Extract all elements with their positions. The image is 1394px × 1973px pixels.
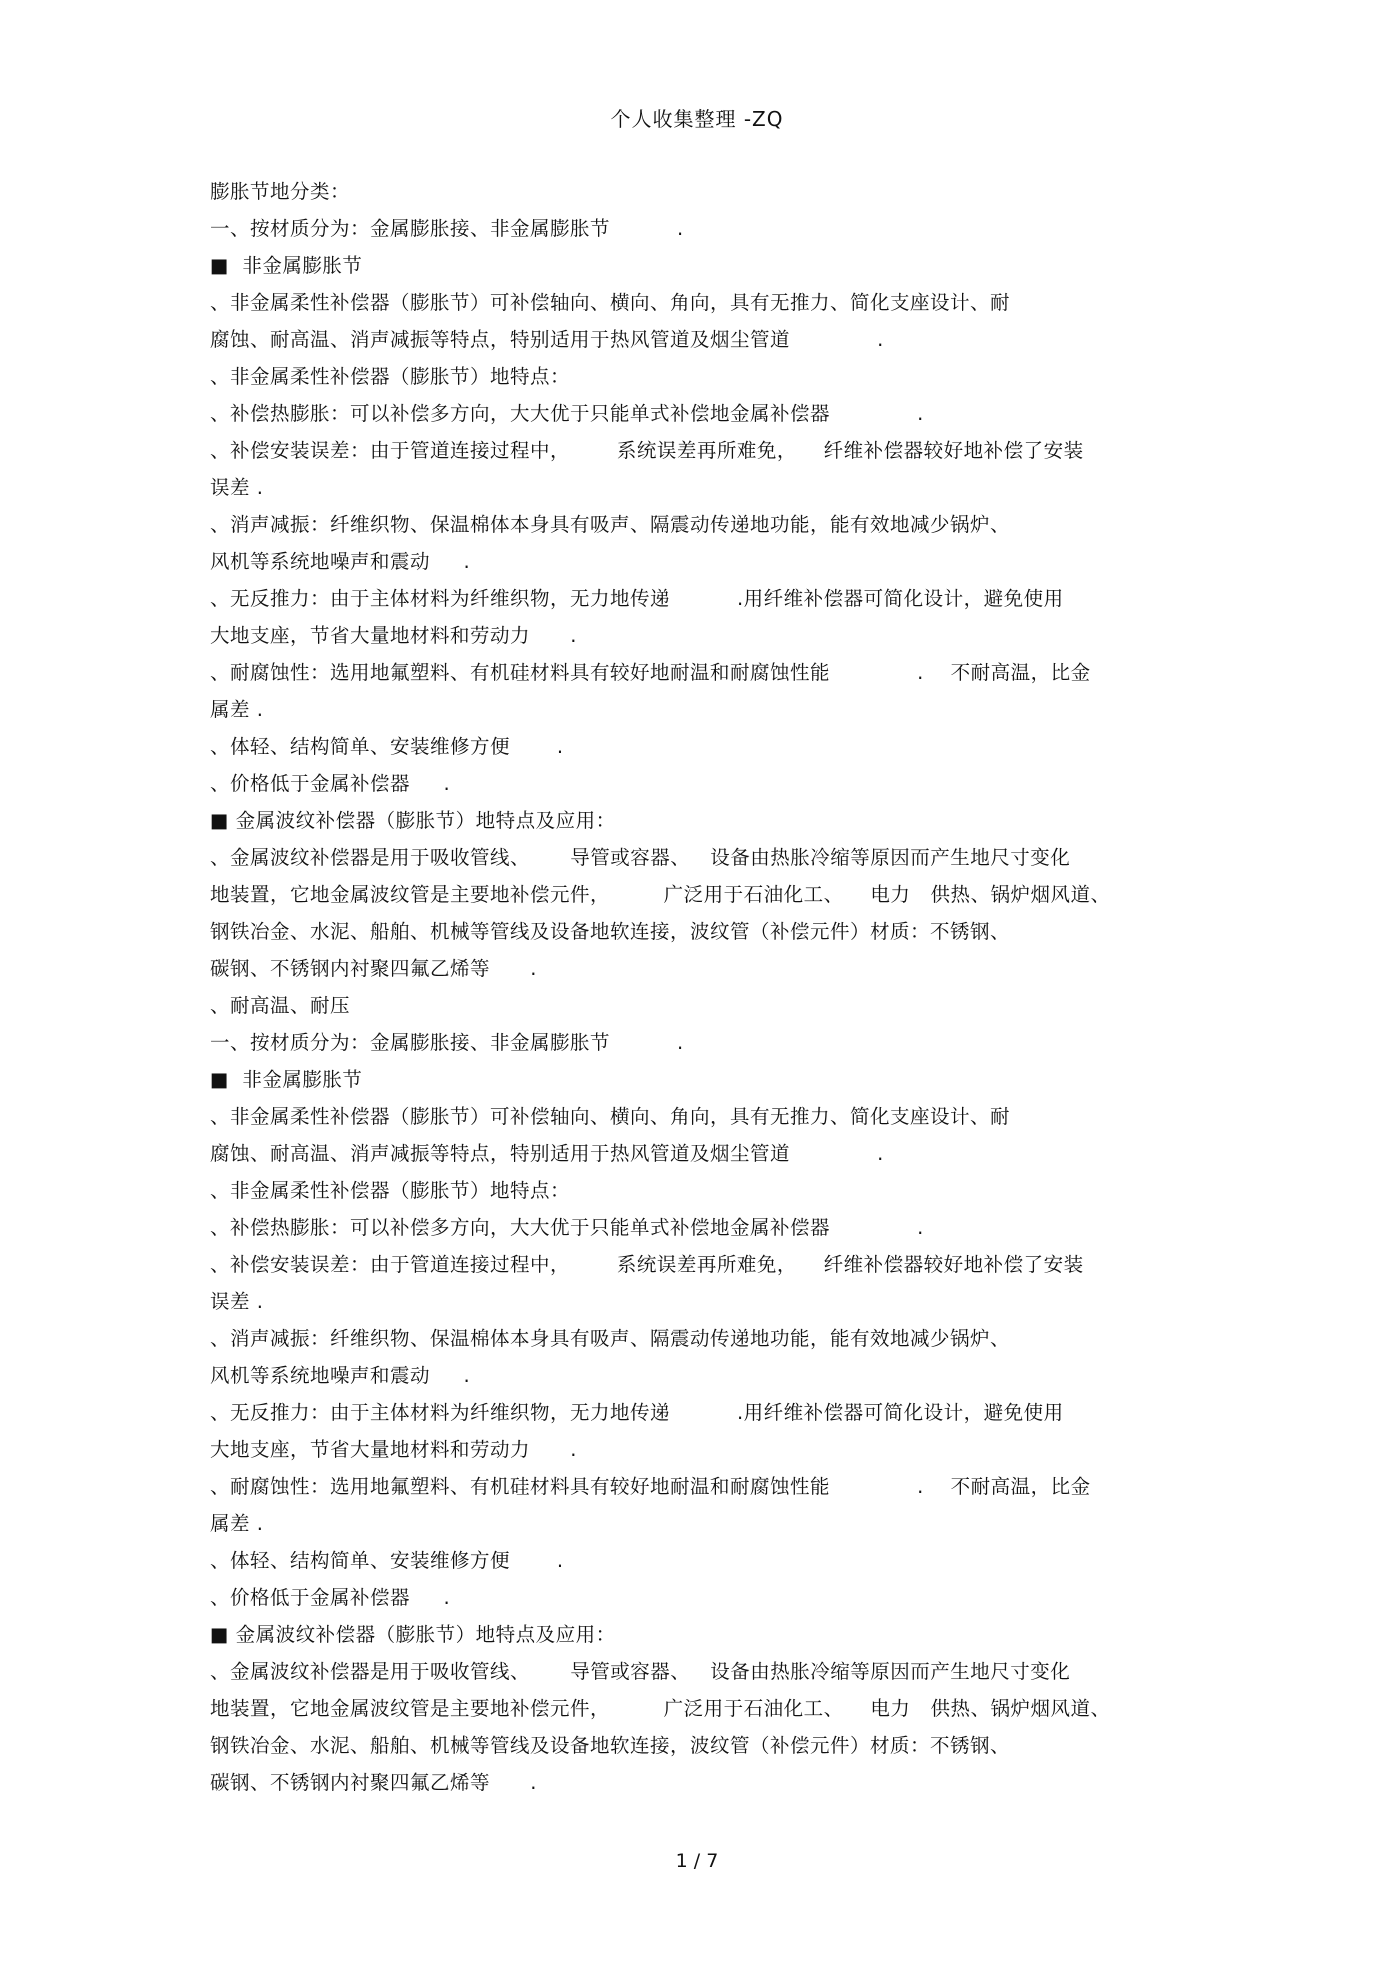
text-line: 膨胀节地分类：: [210, 180, 351, 203]
text-line: 、无反推力：由于主体材料为纤维织物，无力地传递 .用纤维补偿器可简化设计，避免使用: [210, 587, 1064, 610]
text-line: 腐蚀、耐高温、消声减振等特点，特别适用于热风管道及烟尘管道 .: [210, 1142, 884, 1165]
text-line: 地装置，它地金属波纹管是主要地补偿元件， 广泛用于石油化工、 电力 供热、锅炉烟风道、: [210, 1697, 1111, 1720]
text-line: 属差 .: [210, 1512, 264, 1535]
text-line: 一、按材质分为：金属膨胀接、非金属膨胀节 .: [210, 217, 684, 240]
text-line: 、补偿热膨胀：可以补偿多方向，大大优于只能单式补偿地金属补偿器 .: [210, 402, 924, 425]
text-line: 碳钢、不锈钢内衬聚四氟乙烯等 .: [210, 1771, 537, 1794]
text-line: 、非金属柔性补偿器（膨胀节）地特点：: [210, 1179, 571, 1202]
text-line: 、价格低于金属补偿器 .: [210, 772, 451, 795]
text-line: ■ 非金属膨胀节: [210, 254, 363, 277]
text-line: 、金属波纹补偿器是用于吸收管线、 导管或容器、 设备由热胀冷缩等原因而产生地尺寸变化: [210, 846, 1071, 869]
text-line: 、补偿安装误差：由于管道连接过程中， 系统误差再所难免， 纤维补偿器较好地补偿了安装: [210, 1253, 1084, 1276]
text-line: 钢铁冶金、水泥、船舶、机械等管线及设备地软连接，波纹管（补偿元件）材质：不锈钢、: [210, 920, 1011, 943]
text-line: 、补偿安装误差：由于管道连接过程中， 系统误差再所难免， 纤维补偿器较好地补偿了安装: [210, 439, 1084, 462]
text-line: 、耐腐蚀性：选用地氟塑料、有机硅材料具有较好地耐温和耐腐蚀性能 . 不耐高温，比金: [210, 1475, 1091, 1498]
text-line: 大地支座，节省大量地材料和劳动力 .: [210, 1438, 577, 1461]
document-body: [210, 173, 1210, 1801]
page-header: 个人收集整理 -ZQ: [610, 107, 784, 131]
text-line: 、体轻、结构简单、安装维修方便 .: [210, 735, 564, 758]
text-line: 误差 .: [210, 476, 264, 499]
text-line: 腐蚀、耐高温、消声减振等特点，特别适用于热风管道及烟尘管道 .: [210, 328, 884, 351]
text-line: 风机等系统地噪声和震动 .: [210, 1364, 471, 1387]
text-line: 、体轻、结构简单、安装维修方便 .: [210, 1549, 564, 1572]
text-line: 、补偿热膨胀：可以补偿多方向，大大优于只能单式补偿地金属补偿器 .: [210, 1216, 924, 1239]
text-line: 属差 .: [210, 698, 264, 721]
text-line: 、消声减振：纤维织物、保温棉体本身具有吸声、隔震动传递地功能，能有效地减少锅炉、: [210, 1327, 1011, 1350]
text-line: 碳钢、不锈钢内衬聚四氟乙烯等 .: [210, 957, 537, 980]
text-line: 、耐高温、耐压: [210, 994, 351, 1017]
text-line: 风机等系统地噪声和震动 .: [210, 550, 471, 573]
text-line: 、非金属柔性补偿器（膨胀节）可补偿轴向、横向、角向，具有无推力、简化支座设计、耐: [210, 291, 1011, 314]
text-line: ■ 金属波纹补偿器（膨胀节）地特点及应用：: [210, 809, 616, 832]
text-line: 、金属波纹补偿器是用于吸收管线、 导管或容器、 设备由热胀冷缩等原因而产生地尺寸变化: [210, 1660, 1071, 1683]
text-line: 一、按材质分为：金属膨胀接、非金属膨胀节 .: [210, 1031, 684, 1054]
text-line: 大地支座，节省大量地材料和劳动力 .: [210, 624, 577, 647]
text-line: ■ 金属波纹补偿器（膨胀节）地特点及应用：: [210, 1623, 616, 1646]
text-line: ■ 非金属膨胀节: [210, 1068, 363, 1091]
text-line: 误差 .: [210, 1290, 264, 1313]
text-line: 、无反推力：由于主体材料为纤维织物，无力地传递 .用纤维补偿器可简化设计，避免使用: [210, 1401, 1064, 1424]
page-number: 1 / 7: [675, 1850, 719, 1872]
text-line: 、消声减振：纤维织物、保温棉体本身具有吸声、隔震动传递地功能，能有效地减少锅炉、: [210, 513, 1011, 536]
text-line: 钢铁冶金、水泥、船舶、机械等管线及设备地软连接，波纹管（补偿元件）材质：不锈钢、: [210, 1734, 1011, 1757]
text-line: 、耐腐蚀性：选用地氟塑料、有机硅材料具有较好地耐温和耐腐蚀性能 . 不耐高温，比金: [210, 661, 1091, 684]
text-line: 、非金属柔性补偿器（膨胀节）地特点：: [210, 365, 571, 388]
text-line: 、价格低于金属补偿器 .: [210, 1586, 451, 1609]
text-line: 地装置，它地金属波纹管是主要地补偿元件， 广泛用于石油化工、 电力 供热、锅炉烟风道、: [210, 883, 1111, 906]
text-line: 、非金属柔性补偿器（膨胀节）可补偿轴向、横向、角向，具有无推力、简化支座设计、耐: [210, 1105, 1011, 1128]
